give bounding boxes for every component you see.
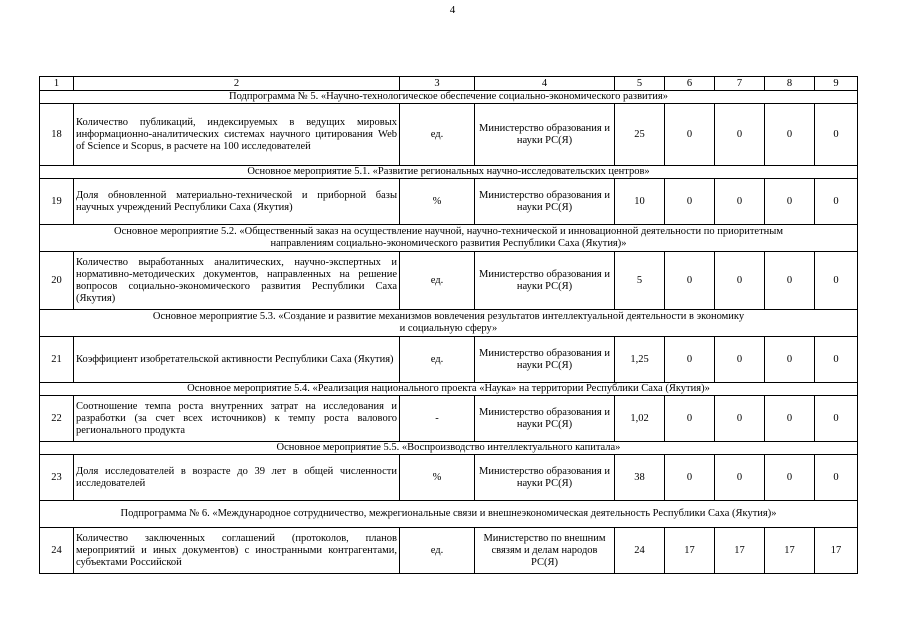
value-cell: 0 bbox=[765, 252, 815, 310]
unit-cell: ед. bbox=[400, 337, 475, 383]
value-cell: 0 bbox=[715, 337, 765, 383]
column-header: 6 bbox=[665, 77, 715, 91]
value-cell: 10 bbox=[615, 179, 665, 225]
column-header: 3 bbox=[400, 77, 475, 91]
table-row bbox=[40, 252, 858, 310]
value-cell: 0 bbox=[815, 179, 858, 225]
unit-cell: % bbox=[400, 179, 475, 225]
section-row bbox=[40, 383, 858, 396]
indicator-name: Количество публикаций, индексируемых в ведущих мировых информационно-аналитических системах научного цитирования Web of Science и Scopus, в расчете на 100 исследователей bbox=[74, 104, 400, 166]
value-cell: 0 bbox=[665, 252, 715, 310]
column-header: 7 bbox=[715, 77, 765, 91]
section-title: Основное мероприятие 5.1. «Развитие региональных научно-исследовательских центров» bbox=[40, 166, 858, 179]
section-row bbox=[40, 310, 858, 337]
value-cell: 24 bbox=[615, 528, 665, 574]
section-title: Подпрограмма № 5. «Научно-технологическое обеспечение социально-экономического развития» bbox=[40, 91, 858, 104]
responsible-org: Министерство образования и науки РС(Я) bbox=[475, 396, 615, 442]
indicators-table bbox=[39, 76, 858, 574]
table-row bbox=[40, 337, 858, 383]
value-cell: 0 bbox=[665, 337, 715, 383]
unit-cell: - bbox=[400, 396, 475, 442]
value-cell: 1,02 bbox=[615, 396, 665, 442]
value-cell: 0 bbox=[815, 337, 858, 383]
indicator-name: Коэффициент изобретательской активности Республики Саха (Якутия) bbox=[74, 337, 400, 383]
indicator-name: Количество заключенных соглашений (протоколов, планов мероприятий и иных документов) с иностранными контрагентами, субъектами Российской bbox=[74, 528, 400, 574]
responsible-org: Министерство образования и науки РС(Я) bbox=[475, 104, 615, 166]
value-cell: 17 bbox=[665, 528, 715, 574]
value-cell: 1,25 bbox=[615, 337, 665, 383]
value-cell: 0 bbox=[765, 179, 815, 225]
responsible-org: Министерство по внешним связям и делам народов РС(Я) bbox=[475, 528, 615, 574]
value-cell: 0 bbox=[815, 455, 858, 501]
section-row bbox=[40, 166, 858, 179]
value-cell: 0 bbox=[715, 179, 765, 225]
value-cell: 0 bbox=[665, 179, 715, 225]
value-cell: 0 bbox=[815, 104, 858, 166]
row-number: 20 bbox=[40, 252, 74, 310]
indicator-name: Доля обновленной материально-технической и приборной базы научных учреждений Республики Саха (Якутия) bbox=[74, 179, 400, 225]
value-cell: 0 bbox=[815, 396, 858, 442]
value-cell: 17 bbox=[815, 528, 858, 574]
responsible-org: Министерство образования и науки РС(Я) bbox=[475, 179, 615, 225]
value-cell: 0 bbox=[715, 396, 765, 442]
column-header: 4 bbox=[475, 77, 615, 91]
value-cell: 5 bbox=[615, 252, 665, 310]
value-cell: 17 bbox=[765, 528, 815, 574]
value-cell: 17 bbox=[715, 528, 765, 574]
section-title: Основное мероприятие 5.5. «Воспроизводство интеллектуального капитала» bbox=[40, 442, 858, 455]
value-cell: 0 bbox=[665, 396, 715, 442]
column-header-row bbox=[40, 77, 858, 91]
section-row bbox=[40, 442, 858, 455]
row-number: 22 bbox=[40, 396, 74, 442]
table-row bbox=[40, 179, 858, 225]
responsible-org: Министерство образования и науки РС(Я) bbox=[475, 337, 615, 383]
value-cell: 25 bbox=[615, 104, 665, 166]
row-number: 23 bbox=[40, 455, 74, 501]
value-cell: 0 bbox=[715, 252, 765, 310]
indicator-name: Количество выработанных аналитических, научно-экспертных и нормативно-методических документов, направленных на решение вопросов социально-экономического развития Республики Саха (Якутия) bbox=[74, 252, 400, 310]
value-cell: 0 bbox=[815, 252, 858, 310]
value-cell: 0 bbox=[765, 396, 815, 442]
value-cell: 0 bbox=[765, 104, 815, 166]
value-cell: 0 bbox=[665, 104, 715, 166]
row-number: 18 bbox=[40, 104, 74, 166]
row-number: 21 bbox=[40, 337, 74, 383]
row-number: 19 bbox=[40, 179, 74, 225]
value-cell: 0 bbox=[715, 455, 765, 501]
value-cell: 0 bbox=[765, 337, 815, 383]
section-row bbox=[40, 501, 858, 528]
column-header: 2 bbox=[74, 77, 400, 91]
section-row bbox=[40, 91, 858, 104]
value-cell: 38 bbox=[615, 455, 665, 501]
unit-cell: % bbox=[400, 455, 475, 501]
column-header: 9 bbox=[815, 77, 858, 91]
column-header: 1 bbox=[40, 77, 74, 91]
indicator-name: Соотношение темпа роста внутренних затрат на исследования и разработки (за счет всех источников) к темпу роста валового регионального продукта bbox=[74, 396, 400, 442]
responsible-org: Министерство образования и науки РС(Я) bbox=[475, 252, 615, 310]
section-title: Основное мероприятие 5.2. «Общественный заказ на осуществление научной, научно-технической и инновационной деятельности по приоритетным направлениям социально-экономического развития Республики Саха (Якутия)» bbox=[40, 225, 858, 252]
unit-cell: ед. bbox=[400, 528, 475, 574]
section-title: Подпрограмма № 6. «Международное сотрудничество, межрегиональные связи и внешнеэкономическая деятельность Республики Саха (Якутия)» bbox=[40, 501, 858, 528]
table-row bbox=[40, 455, 858, 501]
table-row bbox=[40, 396, 858, 442]
value-cell: 0 bbox=[765, 455, 815, 501]
responsible-org: Министерство образования и науки РС(Я) bbox=[475, 455, 615, 501]
table-row bbox=[40, 104, 858, 166]
unit-cell: ед. bbox=[400, 104, 475, 166]
page-number: 4 bbox=[449, 4, 456, 16]
row-number: 24 bbox=[40, 528, 74, 574]
unit-cell: ед. bbox=[400, 252, 475, 310]
section-row bbox=[40, 225, 858, 252]
indicator-name: Доля исследователей в возрасте до 39 лет в общей численности исследователей bbox=[74, 455, 400, 501]
section-title: Основное мероприятие 5.3. «Создание и развитие механизмов вовлечения результатов интеллектуальной деятельности в экономику и социальную сферу» bbox=[40, 310, 858, 337]
column-header: 8 bbox=[765, 77, 815, 91]
column-header: 5 bbox=[615, 77, 665, 91]
value-cell: 0 bbox=[715, 104, 765, 166]
value-cell: 0 bbox=[665, 455, 715, 501]
table-row bbox=[40, 528, 858, 574]
section-title: Основное мероприятие 5.4. «Реализация национального проекта «Наука» на территории Республики Саха (Якутия)» bbox=[40, 383, 858, 396]
